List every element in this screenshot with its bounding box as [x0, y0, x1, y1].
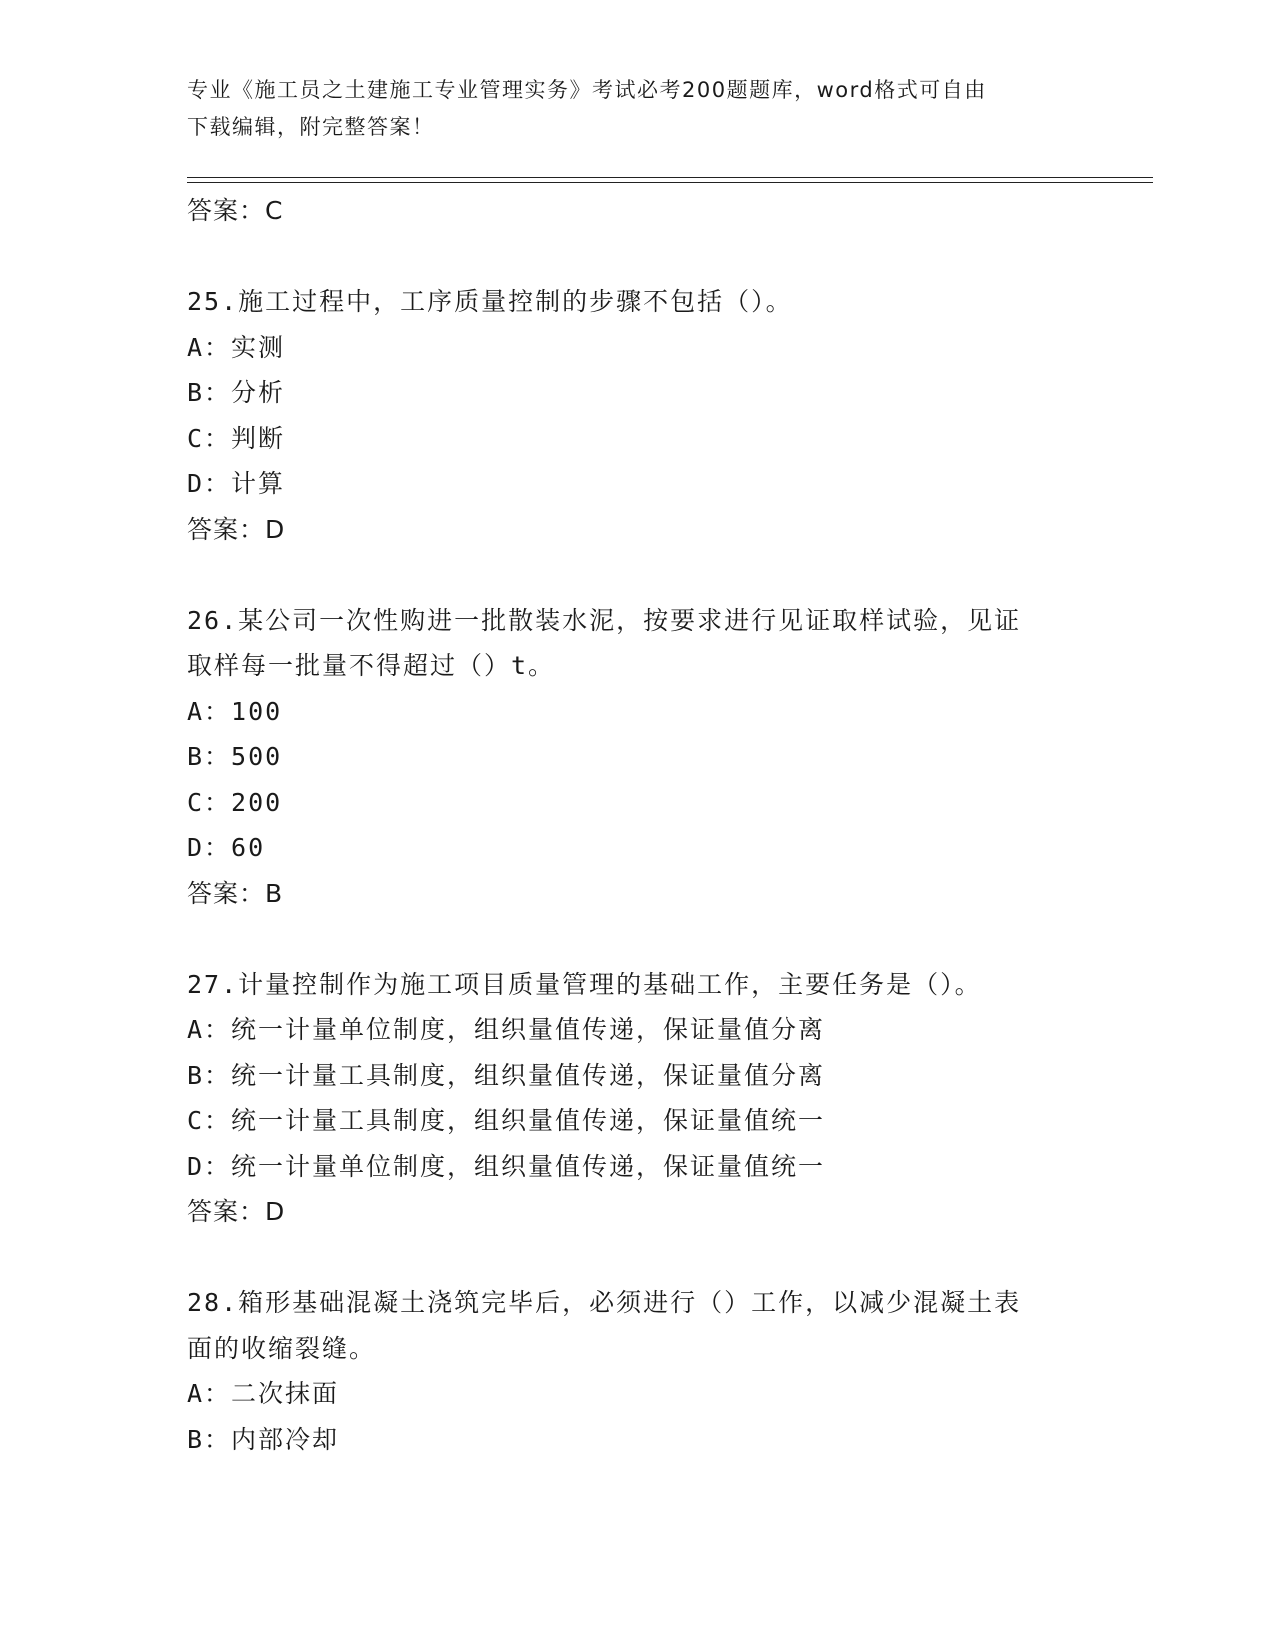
- answer-previous: 答案：C: [187, 196, 284, 225]
- option-b: B：500: [187, 742, 283, 771]
- option-b: B：统一计量工具制度，组织量值传递，保证量值分离: [187, 1060, 826, 1090]
- header-rule-bottom: [187, 182, 1153, 183]
- option-d: D：60: [187, 833, 266, 862]
- question-stem: 26.某公司一次性购进一批散装水泥，按要求进行见证取样试验，见证: [187, 605, 1022, 635]
- spacer: [187, 1235, 1087, 1281]
- answer: 答案：D: [187, 1197, 286, 1226]
- document-body: [187, 188, 1087, 1462]
- document-header: [187, 72, 1087, 146]
- option-a: A：实测: [187, 332, 286, 362]
- header-rule-top: [187, 177, 1153, 178]
- question-stem: 25.施工过程中，工序质量控制的步骤不包括（）。: [187, 287, 793, 316]
- option-b: B：内部冷却: [187, 1424, 340, 1454]
- question-stem-continued: 面的收缩裂缝。: [187, 1333, 377, 1363]
- spacer: [187, 916, 1087, 962]
- question-28: [187, 1280, 1087, 1462]
- spacer: [187, 234, 1087, 280]
- question-stem: 27.计量控制作为施工项目质量管理的基础工作，主要任务是（）。: [187, 969, 982, 999]
- option-d: D：统一计量单位制度，组织量值传递，保证量值统一: [187, 1151, 826, 1181]
- header-line-2: 下载编辑，附完整答案！: [187, 115, 435, 139]
- option-c: C：统一计量工具制度，组织量值传递，保证量值统一: [187, 1106, 826, 1135]
- option-b: B：分析: [187, 378, 286, 407]
- header-line-1: 专业《施工员之土建施工专业管理实务》考试必考200题题库，word格式可自由: [187, 78, 987, 102]
- option-c: C：200: [187, 787, 283, 817]
- option-a: A：统一计量单位制度，组织量值传递，保证量值分离: [187, 1015, 826, 1044]
- question-25: [187, 279, 1087, 552]
- option-c: C：判断: [187, 423, 286, 453]
- question-stem-continued: 取样每一批量不得超过（）t。: [187, 651, 556, 680]
- answer: 答案：D: [187, 514, 286, 544]
- question-26: [187, 598, 1087, 917]
- question-stem: 28.箱形基础混凝土浇筑完毕后，必须进行（）工作，以减少混凝土表: [187, 1288, 1022, 1317]
- spacer: [187, 552, 1087, 598]
- option-a: A：二次抹面: [187, 1379, 340, 1408]
- answer: 答案：B: [187, 878, 284, 908]
- option-a: A：100: [187, 696, 283, 726]
- option-d: D：计算: [187, 469, 286, 498]
- question-27: [187, 962, 1087, 1235]
